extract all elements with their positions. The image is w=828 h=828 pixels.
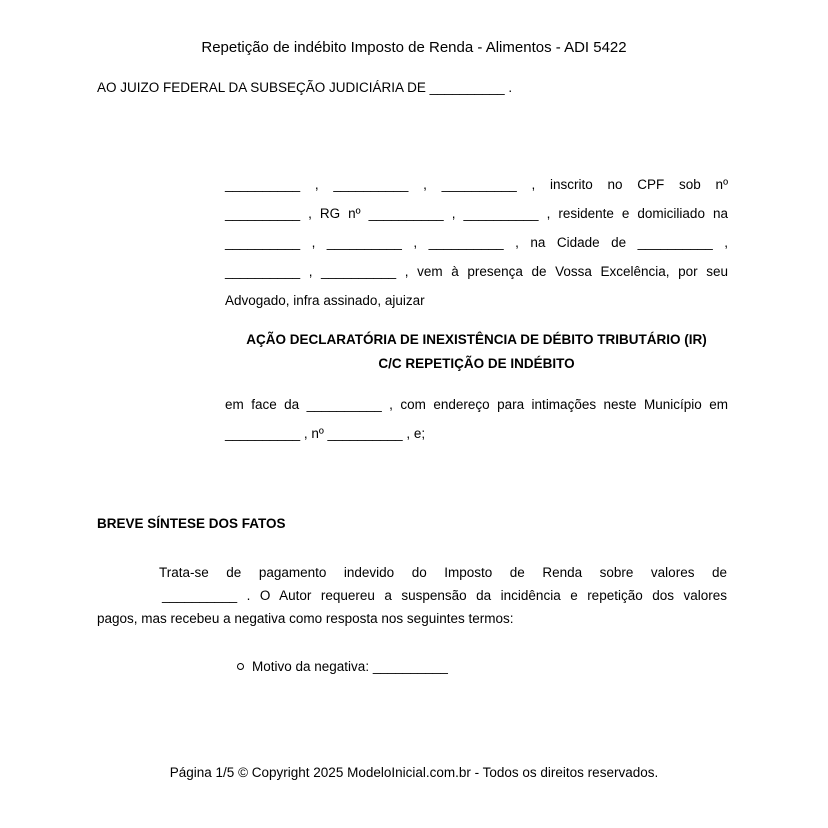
defendant-line: em face da __________ , com endereço para intimações neste Município em: [225, 397, 728, 412]
section-heading: BREVE SÍNTESE DOS FATOS: [97, 516, 286, 531]
qualification-line: Advogado, infra assinado, ajuizar: [225, 293, 425, 308]
action-heading-line2: C/C REPETIÇÃO DE INDÉBITO: [378, 356, 575, 371]
qualification-line: __________ , __________ , __________ , na Cidade de __________ ,: [225, 235, 728, 250]
defendant-line: __________ , nº __________ , e;: [225, 426, 426, 441]
qualification-line: __________ , __________ , vem à presença de Vossa Excelência, por seu: [225, 264, 728, 279]
qualification-line: __________ , RG nº __________ , __________ , residente e domiciliado na: [225, 206, 728, 221]
facts-line: __________ . O Autor requereu a suspensão da incidência e repetição dos valores: [162, 588, 727, 603]
action-heading-line1: AÇÃO DECLARATÓRIA DE INEXISTÊNCIA DE DÉBITO TRIBUTÁRIO (IR): [246, 332, 707, 347]
bullet-item: [237, 658, 448, 675]
addressee-line: AO JUIZO FEDERAL DA SUBSEÇÃO JUDICIÁRIA DE __________ .: [97, 80, 513, 95]
bullet-text: Motivo da negativa: __________: [252, 659, 448, 674]
page-footer: Página 1/5 © Copyright 2025 ModeloInicial.com.br - Todos os direitos reservados.: [169, 765, 659, 780]
document-title: Repetição de indébito Imposto de Renda - Alimentos - ADI 5422: [201, 39, 627, 56]
circle-bullet-icon: [237, 663, 244, 670]
qualification-line: __________ , __________ , __________ , inscrito no CPF sob nº: [225, 177, 728, 192]
facts-line: Trata-se de pagamento indevido do Imposto de Renda sobre valores de: [159, 565, 727, 580]
facts-line: pagos, mas recebeu a negativa como resposta nos seguintes termos:: [97, 611, 514, 626]
